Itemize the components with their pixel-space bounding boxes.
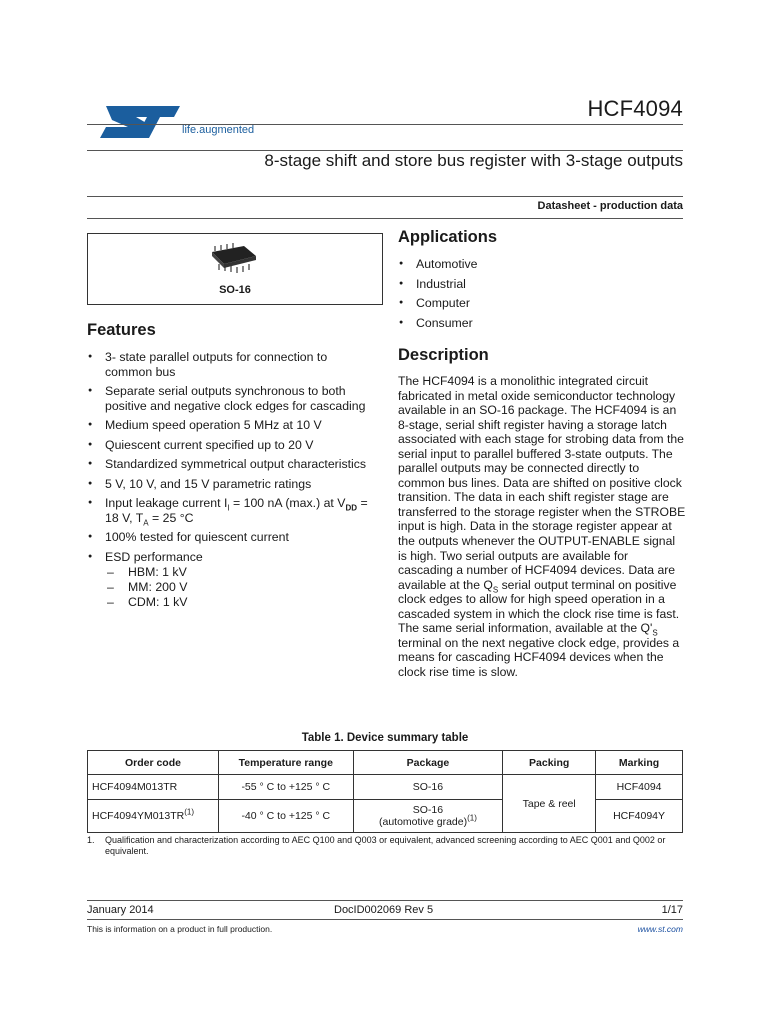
list-item: ● Standardized symmetrical output characteristics <box>87 457 377 472</box>
package-figure <box>87 233 383 305</box>
header-rule <box>87 124 683 125</box>
table-footnote: 1. Qualification and characterization according to AEC Q100 and Q003 or equivalent, advanced screening according to AEC Q001 and Q002 or equivalent. <box>87 835 666 856</box>
list-item: ● Quiescent current specified up to 20 V <box>87 438 377 453</box>
description-text: The HCF4094 is a monolithic integrated circuit fabricated in metal oxide semiconductor technology available in an SO-16 package. The HCF4094 is an 8-stage, serial shift register having a storage latch associated with each stage for strobing data from the serial input to parallel buffered 3-state outputs. The parallel outputs may be connected directly to common bus lines. Data are shifted on positive clock transition. The data in each shift register stage are transferred to the storage register when the STROBE input is high. Data in the storage register appear at the outputs whenever the OUTPUT-ENABLE signal is high. Two serial outputs are available for cascading a number of HCF4094 devices. Data are available at the $Q_S$ serial output terminal on positive clock edges to allow for high speed operation in a cascaded system in which the clock rise time is fast. The same serial information, available at the $Q'_S$ terminal on the next negative clock edge, provides a means for cascading HCF4094 devices when the clock rise time is slow. <box>398 374 686 679</box>
order-code-cell: HCF4094M013TR <box>88 775 219 800</box>
table-header-row <box>88 751 683 775</box>
applications-list <box>398 257 678 335</box>
footer-date: January 2014 <box>87 904 154 916</box>
marking-cell: HCF4094Y <box>596 800 683 833</box>
order-code-cell: HCF4094YM013TR$^{(1)}$ <box>88 800 219 833</box>
list-item: ● Automotive <box>398 257 678 272</box>
list-item: – CDM: 1 kV <box>105 595 377 610</box>
applications-heading: Applications <box>398 228 498 246</box>
so16-chip-icon <box>210 242 258 274</box>
list-item: ● 3- state parallel outputs for connection to common bus <box>87 350 377 379</box>
packing-cell: Tape & reel <box>503 775 596 833</box>
list-item: ● 5 V, 10 V, and 15 V parametric ratings <box>87 477 377 492</box>
list-item: ● Input leakage current $I_I = 100$ nA (max.) at $V_{DD} = 18$ V, $T_A = 25$ °C <box>87 496 377 525</box>
list-item: – HBM: 1 kV <box>105 565 377 580</box>
package-cell: SO-16 <box>353 775 503 800</box>
list-item: ● Separate serial outputs synchronous to both positive and negative clock edges for cascading <box>87 384 377 413</box>
list-item: ● Industrial <box>398 277 678 292</box>
list-item: ● Medium speed operation 5 MHz at 10 V <box>87 418 377 433</box>
datasheet-tag: Datasheet - production data <box>537 200 683 212</box>
features-heading: Features <box>87 321 156 339</box>
footer-doc-id: DocID002069 Rev 5 <box>334 904 434 916</box>
datasheet-rule <box>87 218 683 219</box>
page-subtitle: 8-stage shift and store bus register with 3-stage outputs <box>264 151 683 170</box>
column-header: Order code <box>88 751 219 775</box>
temperature-cell: -40 ° C to +125 ° C <box>218 800 353 833</box>
footer-info: This is information on a product in full production. <box>87 924 273 934</box>
temperature-cell: -55 ° C to +125 ° C <box>218 775 353 800</box>
device-summary-table <box>87 750 683 833</box>
description-heading: Description <box>398 346 489 364</box>
marking-cell: HCF4094 <box>596 775 683 800</box>
logo-tagline: life.augmented <box>182 124 255 136</box>
table-caption: Table 1. Device summary table <box>301 732 469 744</box>
column-header: Package <box>353 751 503 775</box>
package-cell: SO-16 (automotive grade)$^{(1)}$ <box>353 800 503 833</box>
list-item: ● ESD performance – HBM: 1 kV – MM: 200 V – CDM: 1 kV <box>87 550 377 611</box>
part-number: HCF4094 <box>587 96 683 121</box>
st-logo <box>98 100 278 140</box>
package-label: SO-16 <box>219 284 251 296</box>
column-header: Packing <box>503 751 596 775</box>
footer-url-link[interactable]: www.st.com <box>637 924 683 934</box>
list-item: ● 100% tested for quiescent current <box>87 530 377 545</box>
list-item: ● Consumer <box>398 316 678 331</box>
column-header: Marking <box>596 751 683 775</box>
features-list <box>87 350 377 615</box>
list-item: – MM: 200 V <box>105 580 377 595</box>
column-header: Temperature range <box>218 751 353 775</box>
esd-sublist <box>105 565 377 610</box>
table-row <box>88 775 683 800</box>
footer-page-number: 1/17 <box>661 904 683 916</box>
footer-rule <box>87 919 683 920</box>
list-item: ● Computer <box>398 296 678 311</box>
subtitle-rule <box>87 196 683 197</box>
footer-rule <box>87 900 683 901</box>
